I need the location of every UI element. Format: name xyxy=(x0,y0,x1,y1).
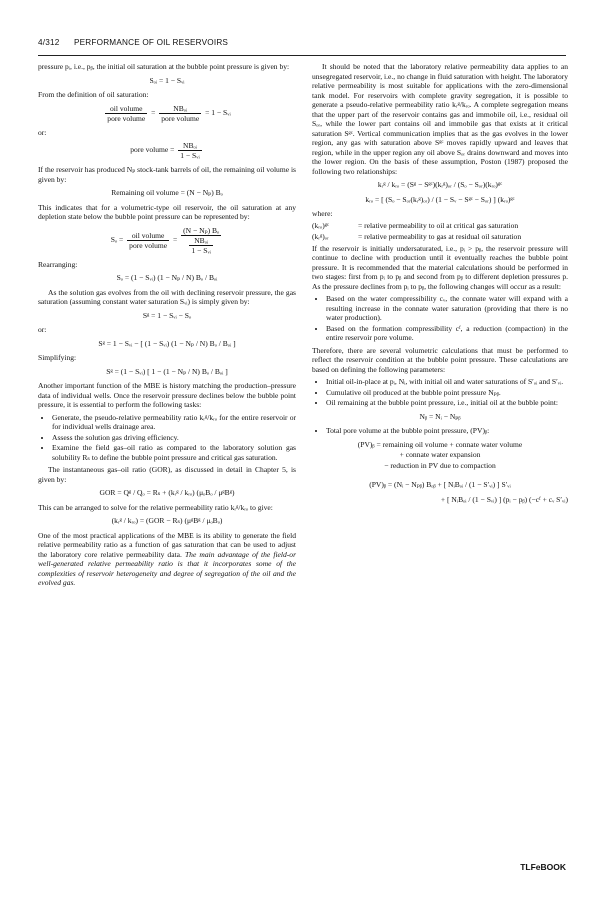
fraction-numerator: NBₒᵢ xyxy=(159,104,201,114)
paragraph: Another important function of the MBE is history matching the production–pressure data of individual wells. Once the reservoir pressure declines below the bubble point pressure, it is essential to perform the following tasks: xyxy=(38,381,296,409)
equation: Sᵍ = 1 − Sᵥᵢ − Sₒ xyxy=(142,310,192,320)
fraction-numerator: (N − Nₚ) Bₒ xyxy=(183,225,220,235)
equation-krg-kro: (kᵣᵍ / kᵣₒ) = (GOR − Rₛ) (μᵍBᵍ / μₒBₒ) xyxy=(111,516,223,525)
fraction-numerator: oil volume xyxy=(127,231,169,241)
paragraph: If the reservoir is initially undersaturated, i.e., pᵢ > pᵦ, the reservoir pressure will continue to decline with production until it eventually reaches the bubble point pressure. It is recommended that the material calculations should be performed in two stages: first from pᵢ to pᵦ and second from pᵦ to different depletion pressures p. As the pressure declines from pᵢ to pᵦ, the following changes will occur as a result: xyxy=(312,243,568,291)
equation-continuation: + [ NᵢBₒᵢ / (1 − Sᵥᵢ) ] (pᵢ − pᵦ) (−cᶠ + cᵥ S′ᵥᵢ) xyxy=(440,494,568,504)
equation: Nᵦ = Nᵢ − Nₚᵦ xyxy=(419,411,461,421)
definition-desc: = relative permeability to gas at residual oil saturation xyxy=(358,232,522,241)
equation: (PV)ᵦ = (Nᵢ − Nₚᵦ) Bₒᵦ + [ NᵢBₒᵢ / (1 − S′ᵥᵢ) ] S′ᵥᵢ xyxy=(369,480,511,489)
equation: Sₒ = (1 − Sᵥᵢ) (1 − Nₚ / N) Bₒ / Bₒᵢ xyxy=(116,273,218,282)
paragraph-text: One of the most practical applications of the MBE is its ability to generate the field relative permeability ratio as a function of gas saturation that can be used to adjust the laboratory core relative permeability data. xyxy=(38,530,296,559)
equation-pore-volume xyxy=(38,141,296,160)
fraction-denominator: 1 − Sᵥᵢ xyxy=(180,151,200,160)
task-list xyxy=(38,413,296,463)
left-column xyxy=(38,62,296,589)
changes-list xyxy=(312,294,568,343)
fraction-numerator: NBₒᵢ xyxy=(178,141,201,151)
definition-row xyxy=(312,232,568,242)
equation: (PV)ᵦ = remaining oil volume + connate water volume xyxy=(357,439,523,449)
fraction-denominator: pore volume xyxy=(107,113,146,123)
fraction-numerator: oil volume xyxy=(105,104,147,114)
equation-oil-saturation: Sₒ = $\frac{\text{oil volume}}{\text{pore volume}}$ = $\frac{\text{(N − Nₚ) Bₒ}}{\frac{\text{NBₒᵢ}}{\text{1 − Sᵥᵢ}}}$ xyxy=(110,225,220,255)
list-item: • Examine the field gas–oil ratio as compared to the laboratory solution gas solubility Rₛ to define the bubble point pressure and critical gas saturation. xyxy=(52,443,296,462)
paragraph xyxy=(38,531,296,588)
paragraph: From the definition of oil saturation: xyxy=(38,90,149,99)
equation-poston-1: kᵣᵍ / kᵣₒ = (Sᵍ − Sᵍᶜ)(kᵣᵍ)ₒᵣ / (Sₒ − Sₒᵣ)(kᵣₒ)ᵍᶜ xyxy=(377,180,503,189)
paragraph: where: xyxy=(312,209,333,218)
fraction-denominator: pore volume xyxy=(161,113,200,123)
paragraph: Therefore, there are several volumetric calculations that must be performed to reflect the reservoir condition at the bubble point pressure. These calculations are based on defining the following parameters: xyxy=(312,345,568,374)
equation-rhs: = 1 − Sᵥᵢ xyxy=(205,107,231,117)
definition-row xyxy=(312,221,568,231)
running-header xyxy=(38,38,566,56)
right-column xyxy=(312,62,568,509)
paragraph: This indicates that for a volumetric-type oil reservoir, the oil saturation at any depletion state below the bubble point pressure can be represented by: xyxy=(38,202,296,221)
pore-volume-list xyxy=(312,426,568,436)
equation-continuation: − reduction in PV due to compaction xyxy=(384,460,496,470)
paragraph: Rearranging: xyxy=(38,259,78,269)
list-item: • Cumulative oil produced at the bubble point pressure Nₚᵦ. xyxy=(326,388,568,398)
equation-continuation: + connate water expansion xyxy=(399,450,481,459)
equation-oil-saturation-definition: $\frac{\text{oil volume}}{\text{pore volume}}$ = $\frac{\text{NBₒᵢ}}{\text{pore volume}}$ = 1 − Sᵥᵢ xyxy=(107,103,231,123)
paragraph: This can be arranged to solve for the relative permeability ratio kᵣᵍ/kᵣₒ to give: xyxy=(38,502,273,512)
italic-emphasis: The main advantage of the field-or well-generated relative permeability ratio is that it incorporates some of the complexities of reservoir heterogeneity and degree of segregation of the oil and the evolved gas. xyxy=(38,549,297,587)
equation: Remaining oil volume = (N − Nₚ) Bₒ xyxy=(111,188,223,197)
list-item: • Total pore volume at the bubble point pressure, (PV)ᵦ: xyxy=(326,426,568,436)
list-item: • Oil remaining at the bubble point pressure, i.e., initial oil at the bubble point: xyxy=(326,398,568,408)
paragraph: or: xyxy=(38,127,47,137)
list-item: • Generate, the pseudo-relative permeability ratio kᵣᵍ/kᵣₒ for the entire reservoir or for individual wells drainage area. xyxy=(52,413,296,432)
paragraph: or: xyxy=(38,325,47,334)
list-item: • Based on the formation compressibility cᶠ, a reduction (compaction) in the entire reservoir pore volume. xyxy=(326,324,568,343)
list-item: • Initial oil-in-place at pᵢ, Nᵢ, with initial oil and water saturations of S′ₒᵢ and S′ᵥᵢ. xyxy=(326,377,568,387)
fraction-numerator: NBₒᵢ xyxy=(189,236,212,246)
list-item: • Assess the solution gas driving efficiency. xyxy=(52,433,296,443)
paragraph: If the reservoir has produced Nₚ stock-tank barrels of oil, the remaining oil volume is given by: xyxy=(38,165,296,184)
equation: Sᵍ = 1 − Sᵥᵢ − [ (1 − Sᵥᵢ) (1 − Nₚ / N) Bₒ / Bₒᵢ ] xyxy=(98,338,236,348)
equation-poston-2: kᵣₒ = [ (Sₒ − Sₒᵣ(kᵣᵍ)ₒᵣ) / (1 − Sᵥ − Sᵍᶜ − Sₒᵣ) ] (kᵣₒ)ᵍᶜ xyxy=(365,194,515,204)
footer-mark: TLFeBOOK xyxy=(520,862,566,872)
definition-term: (kᵣᵍ)ₒᵣ xyxy=(312,232,329,241)
running-title: PERFORMANCE OF OIL RESERVOIRS xyxy=(73,38,229,47)
paragraph: The instantaneous gas–oil ratio (GOR), as discussed in detail in Chapter 5, is given by: xyxy=(38,465,296,484)
parameters-list xyxy=(312,377,568,408)
paragraph: As the solution gas evolves from the oil with declining reservoir pressure, the gas saturation (assuming constant water saturation Sᵥᵢ) is simply given by: xyxy=(38,287,296,306)
paragraph: pressure pᵢ, i.e., pᵦ, the initial oil saturation at the bubble point pressure is given by: xyxy=(38,62,290,71)
definition-term: (kᵣₒ)ᵍᶜ xyxy=(312,220,329,230)
paragraph: Simplifying: xyxy=(38,353,77,362)
list-item: • Based on the water compressibility cᵥ, the connate water will expand with a resulting increase in the connate water saturation (providing that there is no water production). xyxy=(326,294,568,323)
fraction-denominator: 1 − Sᵥᵢ xyxy=(191,245,211,255)
equation-gor: GOR = Qᵍ / Qₒ = Rₛ + (kᵣᵍ / kᵣₒ) (μₒBₒ / μᵍBᵍ) xyxy=(99,488,235,497)
equation: Sₒᵢ = 1 − Sᵥᵢ xyxy=(149,75,185,85)
paragraph: It should be noted that the laboratory relative permeability data applies to an unsegregated reservoir, i.e., no change in fluid saturation with height. The laboratory relative permeability is most suitable for applications with the zero-dimensional tank model. For reservoirs with complete gravity segregation, it is possible to generate a pseudo-relative permeability ratio kᵣᵍ/kᵣₒ. A complete segregation means that the upper part of the reservoir contains gas and immobile oil, i.e., residual oil Sₒᵣ, while the lower part contains oil and immobile gas that exists at it critical saturation Sᵍᶜ. Vertical communication implies that as the gas evolves in the lower region, any gas with saturation above Sᵍᶜ moves rapidly upward and leaves that region, while in the upper region any oil above Sₒᵣ drains downward and moves into the lower region. On the basis of these assumption, Poston (1987) proposed the following two relationships: xyxy=(312,62,568,176)
fraction-denominator: pore volume xyxy=(129,240,168,250)
definition-desc: = relative permeability to oil at critical gas saturation xyxy=(358,220,519,230)
equation-lhs: Sₒ = xyxy=(110,234,124,244)
equation: Sᵍ = (1 − Sᵥᵢ) [ 1 − (1 − Nₚ / N) Bₒ / Bₒᵢ ] xyxy=(106,366,228,376)
equation-lhs: pore volume = xyxy=(130,145,175,155)
page-number: 4/312 xyxy=(38,38,60,47)
